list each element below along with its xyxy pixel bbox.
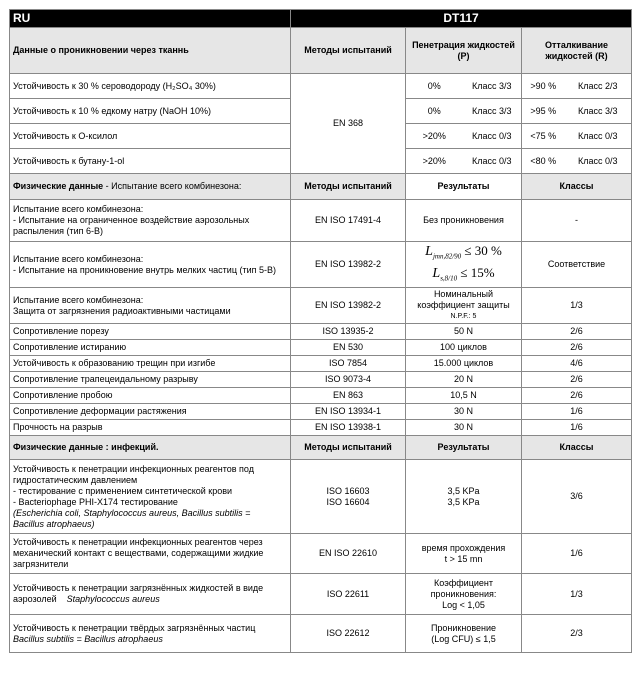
penetration-value: >20% — [406, 149, 463, 174]
physical-row-label: Сопротивление пробою — [10, 388, 291, 404]
test-method: ISO 9073-4 — [291, 372, 406, 388]
penetration-value: 0% — [406, 99, 463, 124]
test-class: 1/6 — [522, 420, 632, 436]
infection-row-label: Устойчивость к пенетрации твёрдых загрязнённых частиц Bacillus subtilis = Bacillus atrophaeus — [10, 615, 291, 653]
test-result: 3,5 KPa 3,5 KPa — [406, 460, 522, 534]
test-result: 50 N — [406, 324, 522, 340]
infection-section-title: Физические данные : инфекций. — [10, 436, 291, 460]
language-label: RU — [10, 10, 291, 28]
physical-row-label: Сопротивление трапецеидальному разрыву — [10, 372, 291, 388]
test-class: 2/6 — [522, 372, 632, 388]
physical-section-title: Физические данные - Испытание всего комбинезона: — [10, 174, 291, 200]
penetration-class: Класс 3/3 — [463, 99, 522, 124]
infection-row-label: Устойчивость к пенетрации инфекционных реагентов через механический контакт с веществами, содержащими жидкие загрязнители — [10, 534, 291, 574]
col-penetration-header: Пенетрация жидкостей (P) — [406, 28, 522, 74]
repellency-value: <80 % — [522, 149, 565, 174]
col-methods-header: Методы испытаний — [291, 436, 406, 460]
repellency-value: >95 % — [522, 99, 565, 124]
physical-row-label: Устойчивость к образованию трещин при изгибе — [10, 356, 291, 372]
physical-row-label: Сопротивление деформации растяжения — [10, 404, 291, 420]
test-method: ISO 7854 — [291, 356, 406, 372]
test-method: ISO 16603 ISO 16604 — [291, 460, 406, 534]
test-method: EN ISO 13982-2 — [291, 242, 406, 288]
col-methods-header: Методы испытаний — [291, 28, 406, 74]
physical-row-label: Сопротивление истиранию — [10, 340, 291, 356]
test-method: ISO 22612 — [291, 615, 406, 653]
test-class: 2/3 — [522, 615, 632, 653]
col-methods-header: Методы испытаний — [291, 174, 406, 200]
test-method: EN ISO 13938-1 — [291, 420, 406, 436]
test-class: - — [522, 200, 632, 242]
physical-row-label: Прочность на разрыв — [10, 420, 291, 436]
test-class: 2/6 — [522, 324, 632, 340]
test-result: 30 N — [406, 404, 522, 420]
dt117-data-table — [9, 9, 632, 653]
test-method: EN ISO 13934-1 — [291, 404, 406, 420]
penetration-value: 0% — [406, 74, 463, 99]
test-result: 10,5 N — [406, 388, 522, 404]
test-method: ISO 13935-2 — [291, 324, 406, 340]
permeation-row-label: Устойчивость к 30 % сероводороду (H₂SO₄ 30%) — [10, 74, 291, 99]
penetration-class: Класс 3/3 — [463, 74, 522, 99]
repellency-class: Класс 0/3 — [565, 149, 632, 174]
test-result: Номинальный коэффициент защиты N.P.F.: 5 — [406, 288, 522, 324]
col-repellency-header: Отталкивание жидкостей (R) — [522, 28, 632, 74]
repellency-class: Класс 2/3 — [565, 74, 632, 99]
permeation-row-label: Устойчивость к 10 % едкому натру (NaOH 10%) — [10, 99, 291, 124]
penetration-value: >20% — [406, 124, 463, 149]
test-class: 2/6 — [522, 388, 632, 404]
test-method: ISO 22611 — [291, 574, 406, 615]
test-result: Проникновение (Log CFU) ≤ 1,5 — [406, 615, 522, 653]
repellency-value: <75 % — [522, 124, 565, 149]
permeation-method: EN 368 — [291, 74, 406, 174]
physical-row-label: Сопротивление порезу — [10, 324, 291, 340]
test-result: 20 N — [406, 372, 522, 388]
test-class: 1/3 — [522, 288, 632, 324]
col-results-header: Результаты — [406, 174, 522, 200]
test-class: 1/3 — [522, 574, 632, 615]
infection-row-label: Устойчивость к пенетрации загрязнённых жидкостей в виде аэрозолей Staphylococcus aureus — [10, 574, 291, 615]
suit-test-label: Испытание всего комбинезона: - Испытание на ограниченное воздействие аэрозольных распыления (тип 6-B) — [10, 200, 291, 242]
col-classes-header: Классы — [522, 174, 632, 200]
test-class: 1/6 — [522, 534, 632, 574]
test-result: 30 N — [406, 420, 522, 436]
col-results-header: Результаты — [406, 436, 522, 460]
permeation-row-label: Устойчивость к бутану-1-ol — [10, 149, 291, 174]
test-class: Соответствие — [522, 242, 632, 288]
infection-row-label: Устойчивость к пенетрации инфекционных реагентов под гидростатическим давлением - тестирование с применением синтетической крови - Bacteriophage PHI-X174 тестирование (Escherichia coli, Staphylococcus aureus, Bacillus subtilis = Bacillus atrophaeus) — [10, 460, 291, 534]
test-method: EN ISO 22610 — [291, 534, 406, 574]
permeation-section-title: Данные о проникновении через тканнь — [10, 28, 291, 74]
product-code: DT117 — [291, 10, 632, 28]
permeation-row-label: Устойчивость к О-ксилол — [10, 124, 291, 149]
repellency-value: >90 % — [522, 74, 565, 99]
test-result: 100 циклов — [406, 340, 522, 356]
suit-test-label: Испытание всего комбинезона: - Испытание на проникновение внутрь мелких частиц (тип 5-B) — [10, 242, 291, 288]
repellency-class: Класс 3/3 — [565, 99, 632, 124]
test-method: EN ISO 17491-4 — [291, 200, 406, 242]
test-class: 2/6 — [522, 340, 632, 356]
test-method: EN 863 — [291, 388, 406, 404]
leakage-formula: $L_{jmn,82/90} \le 30$ % $L_{s,8/10} \le 15\%$ — [406, 242, 522, 288]
col-classes-header: Классы — [522, 436, 632, 460]
test-result: Коэффициент проникновения: Log < 1,05 — [406, 574, 522, 615]
test-class: 3/6 — [522, 460, 632, 534]
test-method: EN ISO 13982-2 — [291, 288, 406, 324]
repellency-class: Класс 0/3 — [565, 124, 632, 149]
test-result: 15.000 циклов — [406, 356, 522, 372]
penetration-class: Класс 0/3 — [463, 124, 522, 149]
test-class: 4/6 — [522, 356, 632, 372]
test-class: 1/6 — [522, 404, 632, 420]
penetration-class: Класс 0/3 — [463, 149, 522, 174]
suit-test-label: Испытание всего комбинезона: Защита от загрязнения радиоактивными частицами — [10, 288, 291, 324]
test-result: Без проникновения — [406, 200, 522, 242]
test-method: EN 530 — [291, 340, 406, 356]
test-result: время прохождения t > 15 mn — [406, 534, 522, 574]
